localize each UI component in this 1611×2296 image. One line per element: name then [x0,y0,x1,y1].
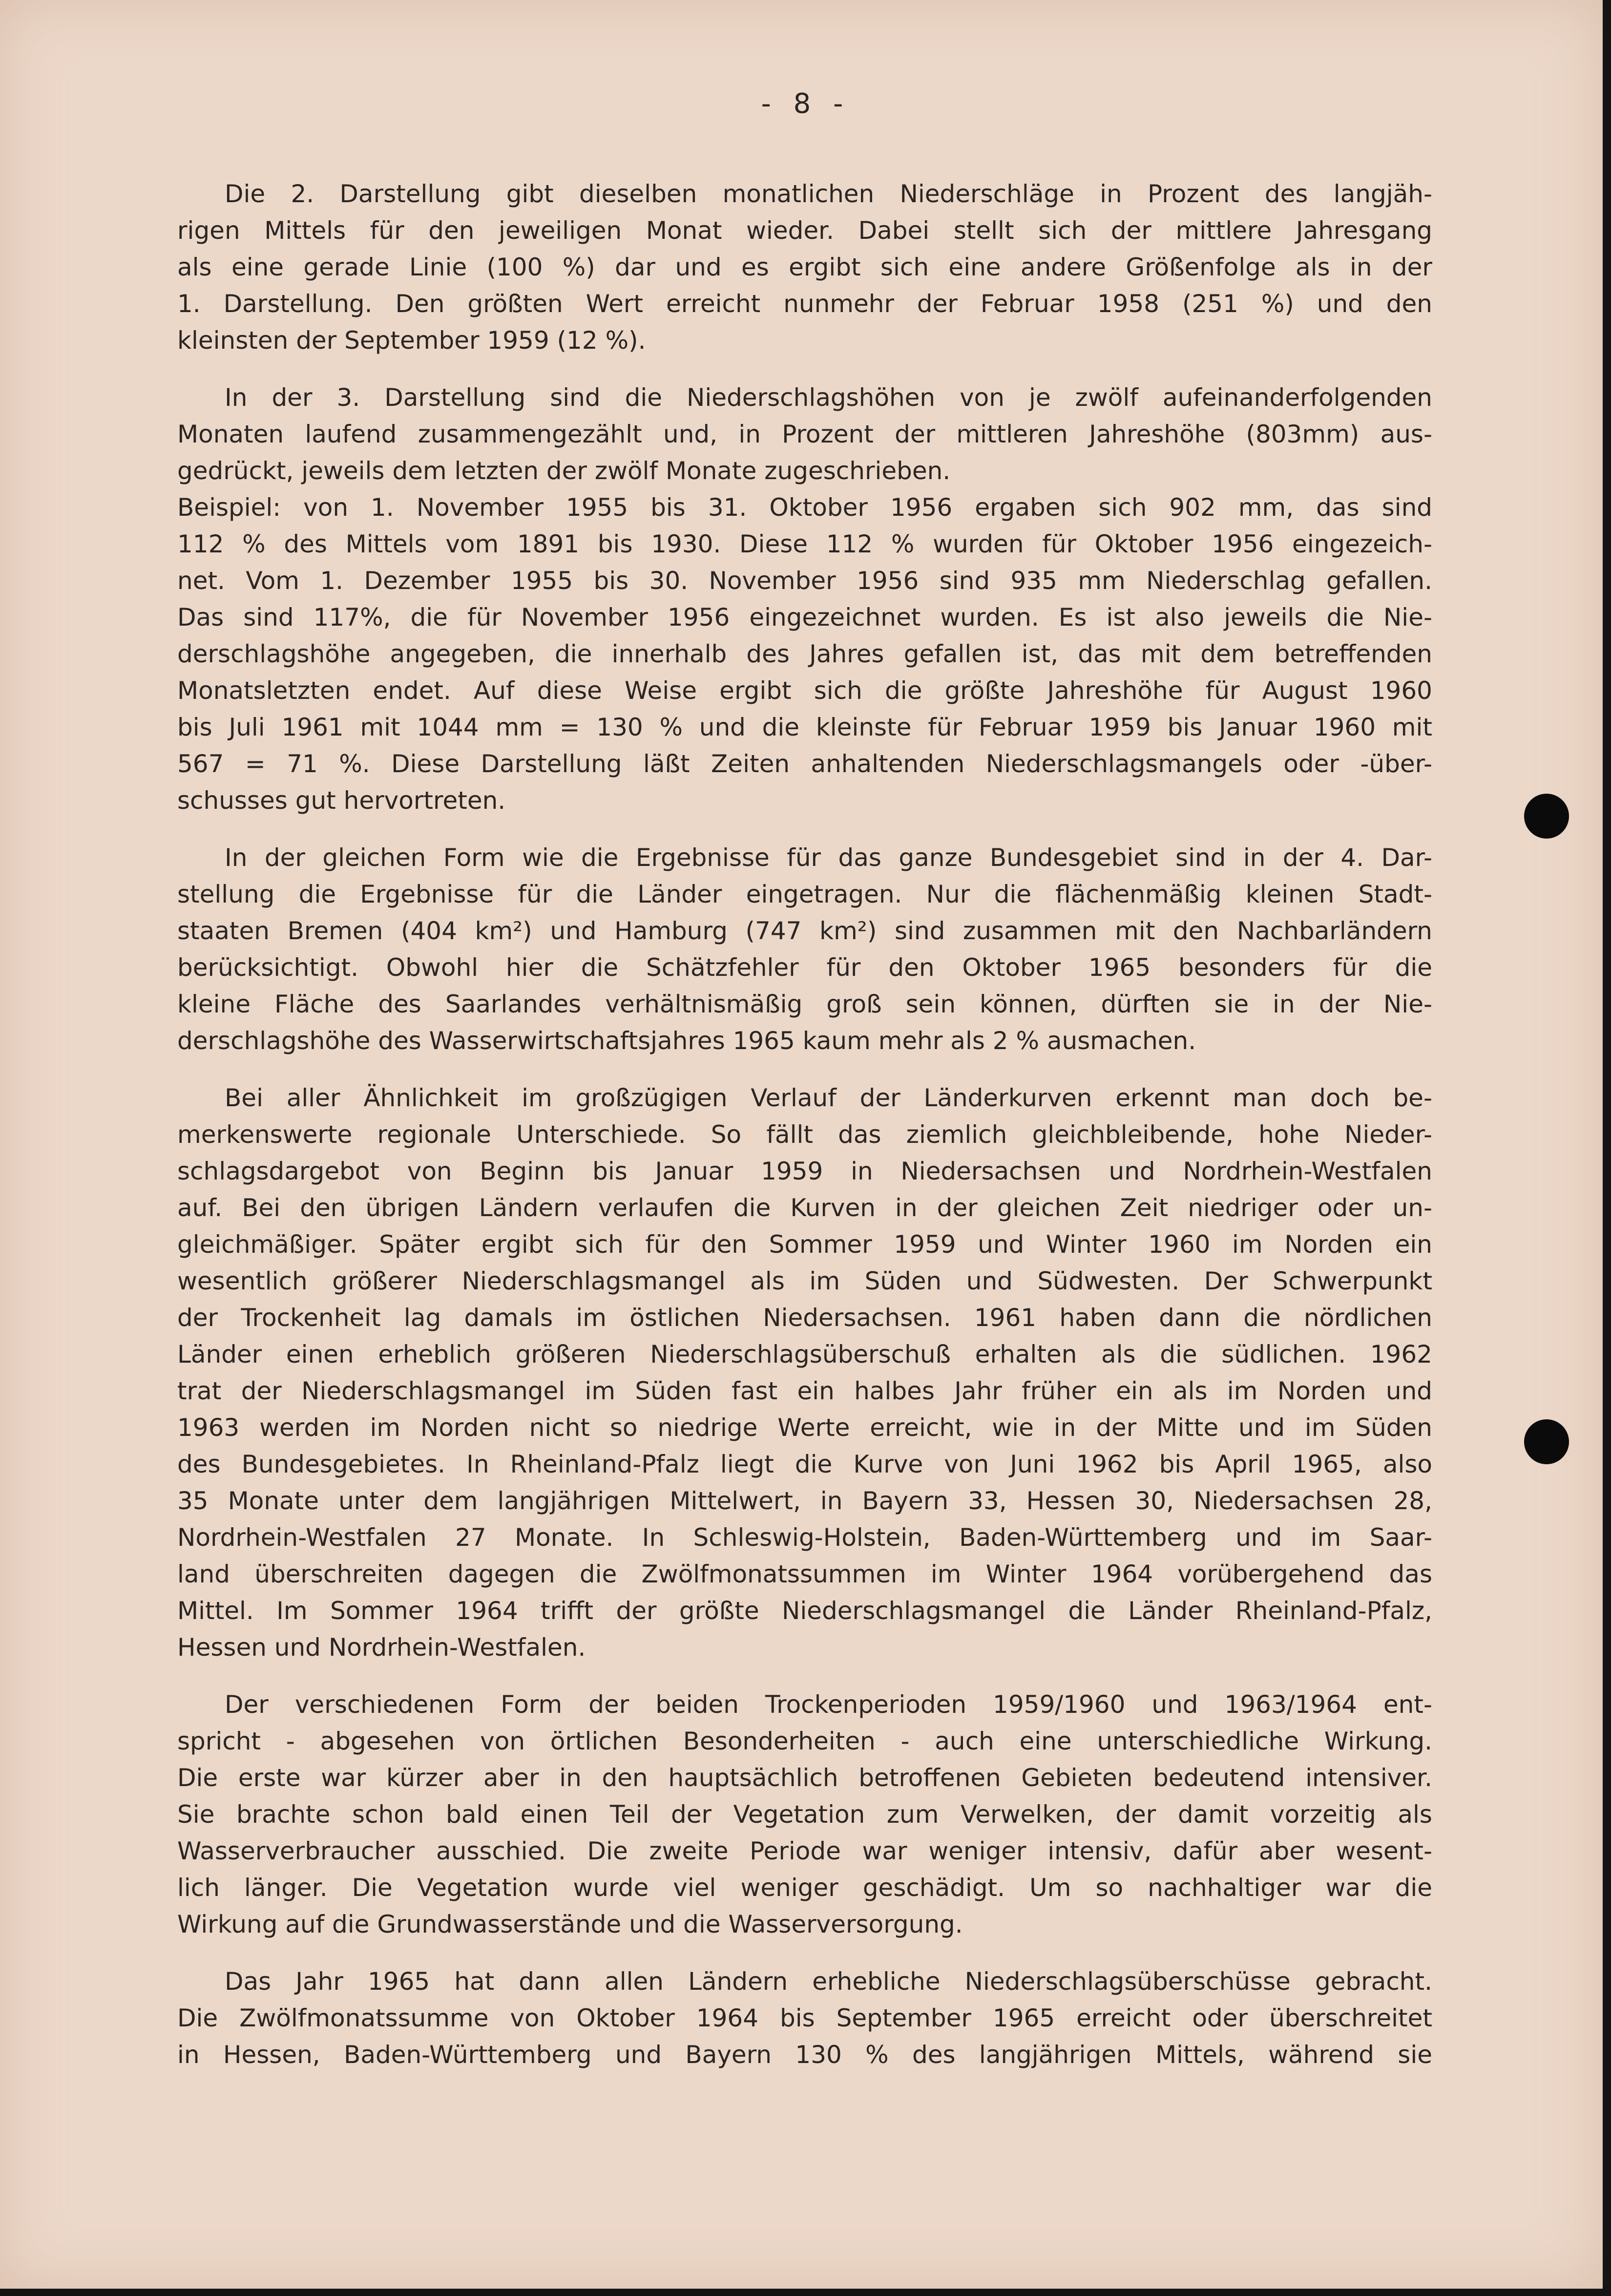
text-line: In der 3. Darstellung sind die Niederschlagshöhen von je zwölf aufeinanderfolgenden [225,383,1432,412]
text-line: stellung die Ergebnisse für die Länder eingetragen. Nur die flächenmäßig kleinen Stadt- [177,880,1432,908]
text-line: 1. Darstellung. Den größten Wert erreicht nunmehr der Februar 1958 (251 %) und den [177,290,1432,318]
text-line: derschlagshöhe angegeben, die innerhalb des Jahres gefallen ist, das mit dem betreffenden [177,640,1432,668]
punch-hole [1524,1419,1569,1464]
text-line: in Hessen, Baden-Württemberg und Bayern 130 % des langjährigen Mittels, während sie [177,2041,1432,2069]
text-line: kleine Fläche des Saarlandes verhältnismäßig groß sein können, dürften sie in der Nie- [177,990,1432,1018]
text-line: Die erste war kürzer aber in den hauptsächlich betroffenen Gebieten bedeutend intensiver. [177,1764,1432,1792]
text-line: des Bundesgebietes. In Rheinland-Pfalz liegt die Kurve von Juni 1962 bis April 1965, also [177,1450,1432,1478]
paragraph-6 [177,1963,1432,2073]
text-line: Länder einen erheblich größeren Niederschlagsüberschuß erhalten als die südlichen. 1962 [177,1340,1432,1369]
paragraph-1 [177,176,1432,359]
paragraph-4 [177,1080,1432,1666]
text-line: Monatsletzten endet. Auf diese Weise ergibt sich die größte Jahreshöhe für August 1960 [177,676,1432,705]
paragraph-3 [177,840,1432,1059]
text-line: land überschreiten dagegen die Zwölfmonatssummen im Winter 1964 vorübergehend das [177,1560,1432,1588]
text-line: auf. Bei den übrigen Ländern verlaufen die Kurven in der gleichen Zeit niedriger oder un- [177,1194,1432,1222]
text-line: Beispiel: von 1. November 1955 bis 31. Oktober 1956 ergaben sich 902 mm, das sind [177,493,1432,522]
text-line: Sie brachte schon bald einen Teil der Vegetation zum Verwelken, der damit vorzeitig als [177,1800,1432,1829]
text-line: Monaten laufend zusammengezählt und, in Prozent der mittleren Jahreshöhe (803mm) aus- [177,420,1432,448]
text-line: Wasserverbraucher ausschied. Die zweite Periode war weniger intensiv, dafür aber wesent- [177,1837,1432,1865]
text-line: trat der Niederschlagsmangel im Süden fast ein halbes Jahr früher ein als im Norden und [177,1377,1432,1405]
text-line: wesentlich größerer Niederschlagsmangel als im Süden und Südwesten. Der Schwerpunkt [177,1267,1432,1295]
text-line: Das Jahr 1965 hat dann allen Ländern erhebliche Niederschlagsüberschüsse gebracht. [225,1967,1432,1996]
text-line: Wirkung auf die Grundwasserstände und die Wasserversorgung. [177,1910,963,1938]
text-line: Das sind 117%, die für November 1956 eingezeichnet wurden. Es ist also jeweils die Nie- [177,603,1432,632]
text-line: 567 = 71 %. Diese Darstellung läßt Zeiten anhaltenden Niederschlagsmangels oder -über- [177,750,1432,778]
text-line: Bei aller Ähnlichkeit im großzügigen Verlauf der Länderkurven erkennt man doch be- [225,1084,1432,1112]
text-line: Hessen und Nordrhein-Westfalen. [177,1633,586,1662]
text-line: schlagsdargebot von Beginn bis Januar 1959 in Niedersachsen und Nordrhein-Westfalen [177,1157,1432,1185]
text-line: der Trockenheit lag damals im östlichen Niedersachsen. 1961 haben dann die nördlichen [177,1304,1432,1332]
text-line: gleichmäßiger. Später ergibt sich für den Sommer 1959 und Winter 1960 im Norden ein [177,1230,1432,1259]
body-text [177,176,1432,2073]
text-line: 35 Monate unter dem langjährigen Mittelwert, in Bayern 33, Hessen 30, Niedersachsen 28, [177,1487,1432,1515]
paragraph-5 [177,1686,1432,1943]
text-line: merkenswerte regionale Unterschiede. So fällt das ziemlich gleichbleibende, hohe Nieder- [177,1120,1432,1149]
text-line: In der gleichen Form wie die Ergebnisse für das ganze Bundesgebiet sind in der 4. Dar- [225,843,1432,872]
text-line: staaten Bremen (404 km²) und Hamburg (747 km²) sind zusammen mit den Nachbarländern [177,917,1432,945]
punch-hole [1524,794,1569,839]
text-line: lich länger. Die Vegetation wurde viel weniger geschädigt. Um so nachhaltiger war die [177,1874,1432,1902]
text-line: 1963 werden im Norden nicht so niedrige Werte erreicht, wie in der Mitte und im Süden [177,1413,1432,1442]
text-line: rigen Mittels für den jeweiligen Monat wieder. Dabei stellt sich der mittlere Jahresgang [177,216,1432,245]
text-line: spricht - abgesehen von örtlichen Besonderheiten - auch eine unterschiedliche Wirkung. [177,1727,1432,1755]
paragraph-2 [177,379,1432,819]
text-line: Die 2. Darstellung gibt dieselben monatlichen Niederschläge in Prozent des langjäh- [225,180,1432,208]
text-line: kleinsten der September 1959 (12 %). [177,326,646,355]
text-line: als eine gerade Linie (100 %) dar und es ergibt sich eine andere Größenfolge als in der [177,253,1432,281]
text-line: berücksichtigt. Obwohl hier die Schätzfehler für den Oktober 1965 besonders für die [177,953,1432,982]
text-line: gedrückt, jeweils dem letzten der zwölf Monate zugeschrieben. [177,457,951,485]
text-line: Mittel. Im Sommer 1964 trifft der größte Niederschlagsmangel die Länder Rheinland-Pfalz, [177,1597,1432,1625]
page-number: - 8 - [761,88,850,120]
text-line: derschlagshöhe des Wasserwirtschaftsjahres 1965 kaum mehr als 2 % ausmachen. [177,1027,1196,1055]
text-line: 112 % des Mittels vom 1891 bis 1930. Diese 112 % wurden für Oktober 1956 eingezeich- [177,530,1432,558]
text-line: Nordrhein-Westfalen 27 Monate. In Schleswig-Holstein, Baden-Württemberg und im Saar- [177,1523,1432,1552]
text-line: Der verschiedenen Form der beiden Trockenperioden 1959/1960 und 1963/1964 ent- [225,1690,1432,1719]
text-line: bis Juli 1961 mit 1044 mm = 130 % und die kleinste für Februar 1959 bis Januar 1960 mit [177,713,1432,741]
text-line: net. Vom 1. Dezember 1955 bis 30. November 1956 sind 935 mm Niederschlag gefallen. [177,567,1432,595]
text-line: Die Zwölfmonatssumme von Oktober 1964 bis September 1965 erreicht oder überschreitet [177,2004,1432,2032]
text-line: schusses gut hervortreten. [177,786,506,815]
